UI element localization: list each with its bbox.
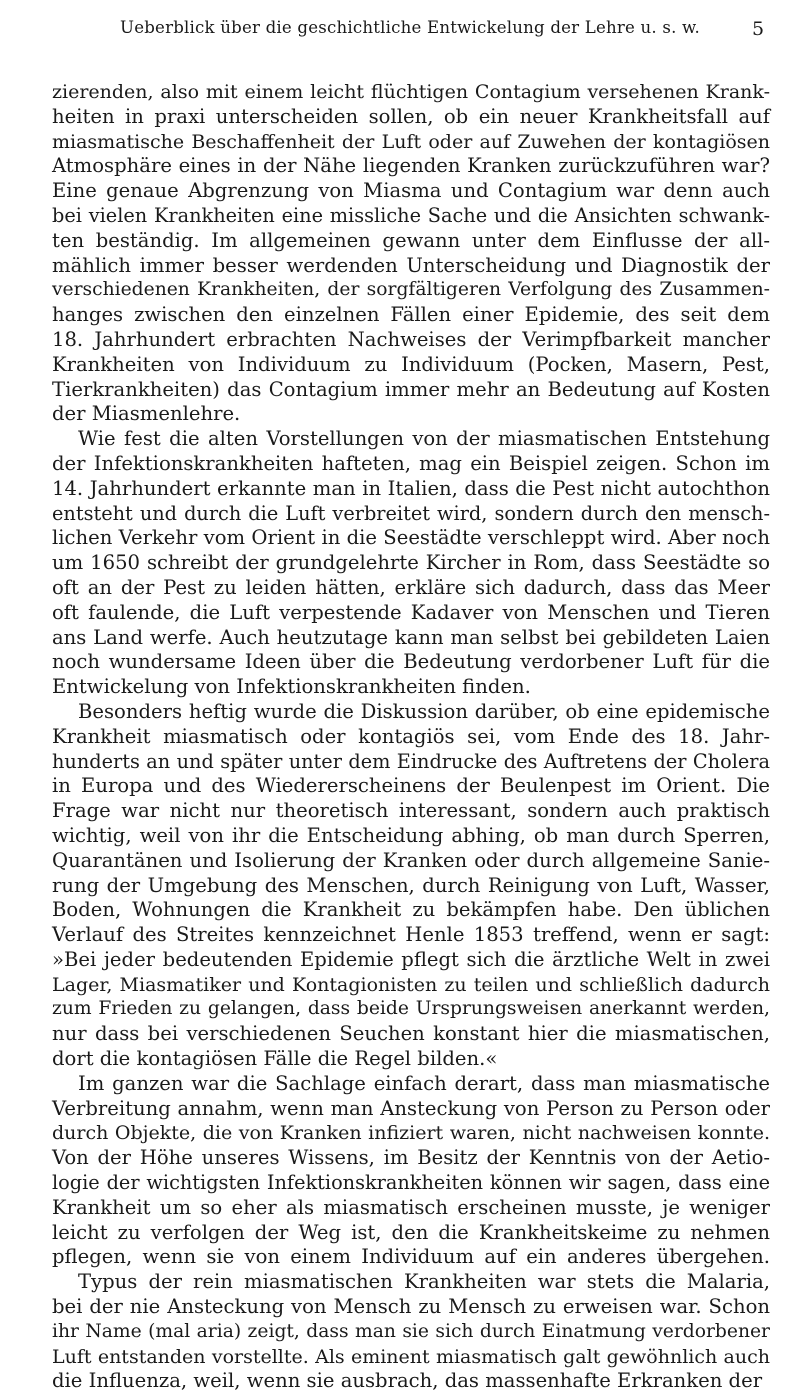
text-line: bei der nie Ansteckung von Mensch zu Mensch zu erweisen war. Schon <box>52 1295 770 1319</box>
text-line: Besonders heftig wurde die Diskussion darüber, ob eine epidemische <box>78 699 770 723</box>
text-line: Atmosphäre eines in der Nähe liegenden Kranken zurückzuführen war? <box>52 154 770 178</box>
text-line: oft faulende, die Luft verpestende Kadaver von Menschen und Tieren <box>52 600 770 624</box>
running-head: Ueberblick über die geschichtliche Entwickelung der Lehre u. s. w. <box>120 18 700 37</box>
text-line: logie der wichtigsten Infektionskrankheiten können wir sagen, dass eine <box>52 1171 770 1195</box>
text-line: lichen Verkehr vom Orient in die Seestädte verschleppt wird. Aber noch <box>52 526 770 550</box>
text-line: zum Frieden zu gelangen, dass beide Ursprungsweisen anerkannt werden, <box>52 998 770 1020</box>
text-line: rung der Umgebung des Menschen, durch Reinigung von Luft, Wasser, <box>52 873 770 897</box>
text-line: Quarantänen und Isolierung der Kranken oder durch allgemeine Sanie- <box>52 848 770 872</box>
text-line: Verlauf des Streites kennzeichnet Henle 1853 treffend, wenn er sagt: <box>52 923 770 947</box>
text-line: Krankheiten von Individuum zu Individuum (Pocken, Masern, Pest, <box>52 352 770 376</box>
text-line: Entwickelung von Infektionskrankheiten finden. <box>52 675 531 699</box>
text-line: ten beständig. Im allgemeinen gewann unter dem Einflusse der all- <box>52 228 770 252</box>
text-line: oft an der Pest zu leiden hätten, erkläre sich dadurch, dass das Meer <box>52 575 770 599</box>
text-line: Eine genaue Abgrenzung von Miasma und Contagium war denn auch <box>52 179 770 203</box>
text-line: Boden, Wohnungen die Krankheit zu bekämpfen habe. Den üblichen <box>52 898 770 922</box>
text-line: leicht zu verfolgen der Weg ist, den die Krankheitskeime zu nehmen <box>52 1220 770 1244</box>
text-line: um 1650 schreibt der grundgelehrte Kircher in Rom, dass Seestädte so <box>52 551 770 575</box>
text-line: Typus der rein miasmatischen Krankheiten war stets die Malaria, <box>78 1270 770 1294</box>
text-line: Luft entstanden vorstellte. Als eminent miasmatisch galt gewöhnlich auch <box>52 1345 770 1368</box>
text-line: 14. Jahrhundert erkannte man in Italien, dass die Pest nicht autochthon <box>52 476 770 500</box>
text-line: bei vielen Krankheiten eine missliche Sache und die Ansichten schwank- <box>52 203 770 227</box>
text-line: hunderts an und später unter dem Eindrucke des Auftretens der Cholera <box>52 749 770 773</box>
text-line: Lager, Miasmatiker und Kontagionisten zu teilen und schließlich dadurch <box>52 973 770 996</box>
text-line: durch Objekte, die von Kranken infiziert waren, nicht nachweisen konnte. <box>52 1122 770 1145</box>
text-line: Im ganzen war die Sachlage einfach derart, dass man miasmatische <box>78 1071 770 1095</box>
text-line: Frage war nicht nur theoretisch interessant, sondern auch praktisch <box>52 799 770 823</box>
text-line: die Influenza, weil, wenn sie ausbrach, das massenhafte Erkranken der <box>52 1369 763 1393</box>
text-line: mählich immer besser werdenden Unterscheidung und Diagnostik der <box>52 253 770 277</box>
text-line: 18. Jahrhundert erbrachten Nachweises der Verimpfbarkeit mancher <box>52 327 770 351</box>
text-line: Von der Höhe unseres Wissens, im Besitz der Kenntnis von der Aetio- <box>52 1146 770 1170</box>
text-line: in Europa und des Wiedererscheinens der Beulenpest im Orient. Die <box>52 774 770 798</box>
text-line: dort die kontagiösen Fälle die Regel bilden.« <box>52 1047 498 1071</box>
text-line: heiten in praxi unterscheiden sollen, ob ein neuer Krankheitsfall auf <box>52 104 770 128</box>
text-line: zierenden, also mit einem leicht flüchtigen Contagium versehenen Krank- <box>52 81 770 103</box>
text-line: Wie fest die alten Vorstellungen von der miasmatischen Entstehung <box>78 427 770 451</box>
text-line: entsteht und durch die Luft verbreitet wird, sondern durch den mensch- <box>52 501 770 525</box>
text-line: der Miasmenlehre. <box>52 402 241 426</box>
text-line: der Infektionskrankheiten hafteten, mag ein Beispiel zeigen. Schon im <box>52 451 770 475</box>
text-line: wichtig, weil von ihr die Entscheidung abhing, ob man durch Sperren, <box>52 823 770 847</box>
text-line: noch wundersame Ideen über die Bedeutung verdorbener Luft für die <box>52 650 770 674</box>
text-line: pflegen, wenn sie von einem Individuum auf ein anderes übergehen. <box>52 1245 770 1269</box>
text-line: Krankheit um so eher als miasmatisch erscheinen musste, je weniger <box>52 1195 770 1219</box>
text-line: hanges zwischen den einzelnen Fällen einer Epidemie, des seit dem <box>52 303 770 327</box>
text-line: Krankheit miasmatisch oder kontagiös sei, vom Ende des 18. Jahr- <box>52 724 770 748</box>
page-number: 5 <box>752 18 765 40</box>
text-line: ans Land werfe. Auch heutzutage kann man selbst bei gebildeten Laien <box>52 625 770 649</box>
body-text <box>52 80 770 1394</box>
text-line: ihr Name (mal aria) zeigt, dass man sie sich durch Einatmung verdorbener <box>52 1320 770 1342</box>
text-line: nur dass bei verschiedenen Seuchen konstant hier die miasmatischen, <box>52 1022 770 1046</box>
text-line: miasmatische Beschaffenheit der Luft oder auf Zuwehen der kontagiösen <box>52 130 770 153</box>
text-line: verschiedenen Krankheiten, der sorgfältigeren Verfolgung des Zusammen- <box>52 279 770 301</box>
text-line: Verbreitung annahm, wenn man Ansteckung von Person zu Person oder <box>52 1096 770 1120</box>
text-line: Tierkrankheiten) das Contagium immer mehr an Bedeutung auf Kosten <box>52 377 770 401</box>
text-line: »Bei jeder bedeutenden Epidemie pflegt sich die ärztliche Welt in zwei <box>52 947 770 971</box>
